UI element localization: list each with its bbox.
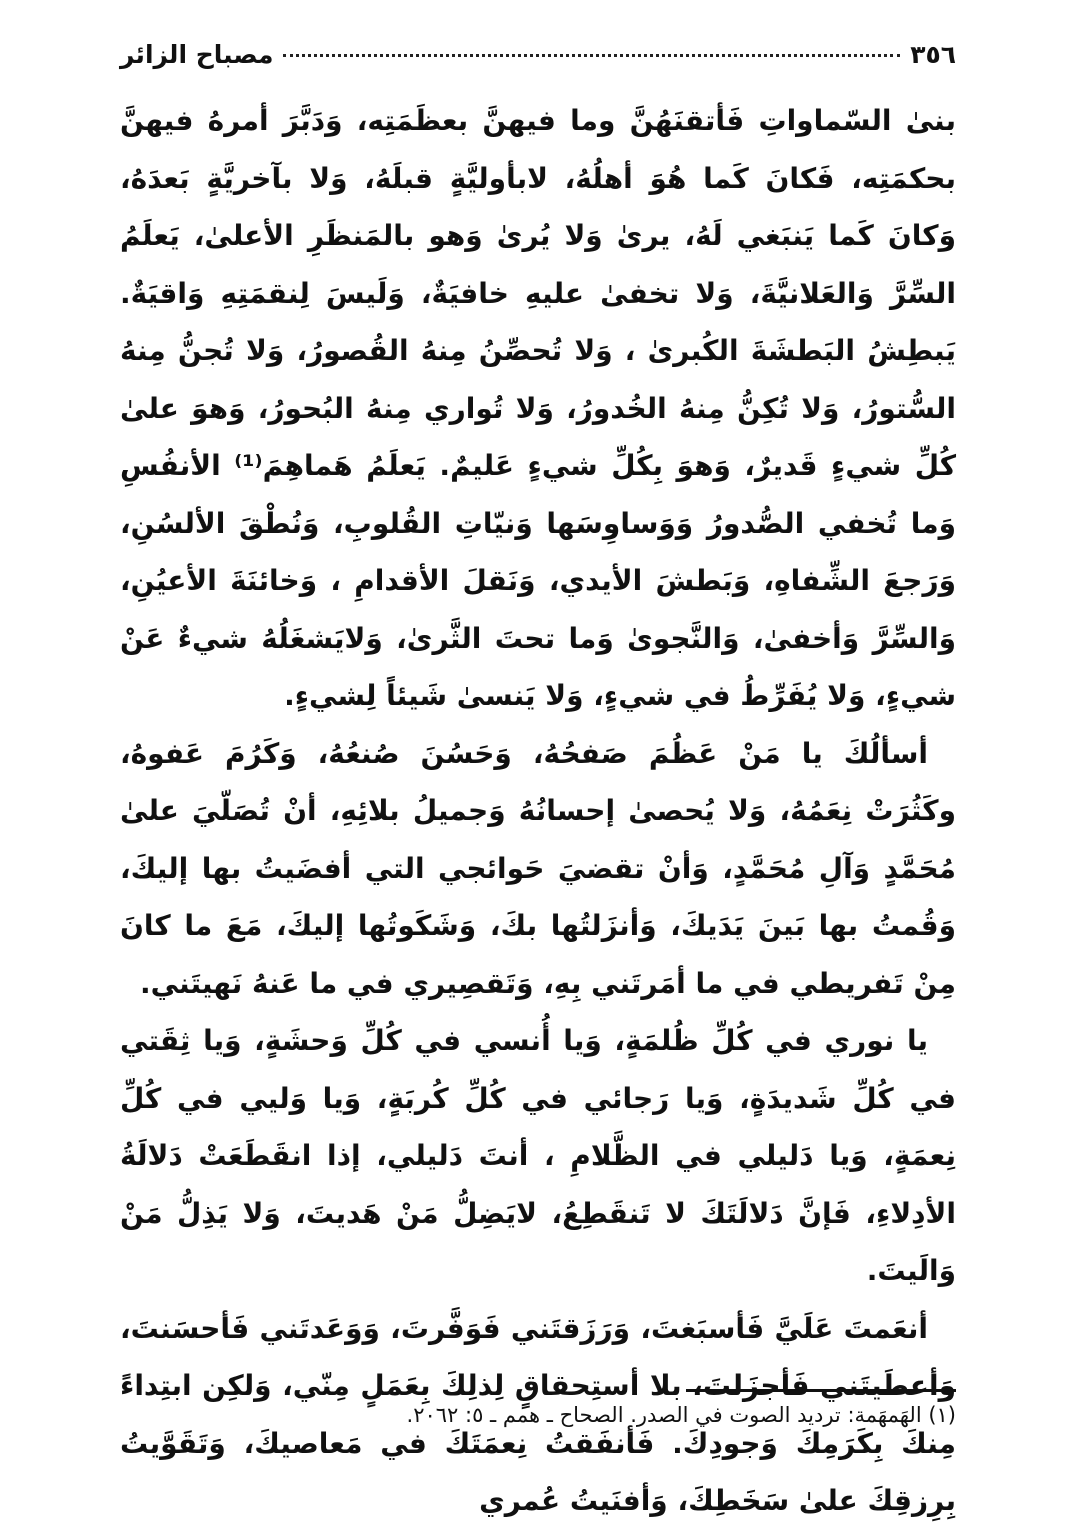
paragraph-3: يا نوري في كُلِّ ظُلمَةٍ، وَيا أُنسي في كُلِّ وَحشَةٍ، وَيا ثِقَتي في كُلِّ شَديدَةٍ، وَيا رَجائي في كُلِّ كُربَةٍ، وَيا وَليي في كُلِّ نِعمَةٍ، وَيا دَليلي في الظَّلامِ ، أنتَ دَليلي، إذا انقَطَعَتْ دَلالَةُ الأدِلاءِ، فَإنَّ دَلالَتَكَ لا تَنقَطِعُ، لايَضِلُّ مَنْ هَديتَ، وَلا يَذِلُّ مَنْ وَالَيتَ.: [120, 1024, 956, 1287]
body-text: [120, 92, 956, 1530]
book-title: مصباح الزائر: [120, 40, 274, 69]
page-number: ٣٥٦: [910, 40, 956, 69]
footnote: (١) الهَمهَمة: ترديد الصوت في الصدر. الصحاح ـ همم ـ ٥: ٢٠٦٢.: [406, 1403, 956, 1427]
footnote-separator: [686, 1389, 956, 1392]
header-dot-leader: [283, 54, 900, 57]
paragraph-1: بنىٰ السّماواتِ فَأتقنَهُنَّ وما فيهنَّ بعظَمَتِه، وَدَبَّرَ أمرهُ فيهنَّ بحكمَتِه، فَكانَ كَما هُوَ أهلُهُ، لابأوليَّةٍ قبلَهُ، وَلا بآخريَّةٍ بَعدَهُ، وَكانَ كَما يَنبَغي لَهُ، يرىٰ وَلا يُرىٰ وَهو بالمَنظَرِ الأعلىٰ، يَعلَمُ السِّرَّ وَالعَلانيَّةَ، وَلا تخفىٰ عليهِ خافيَةٌ، وَلَيسَ لِنقمَتِهِ وَاقيَةٌ. يَبطِشُ البَطشَةَ الكُبرىٰ ، وَلا تُحصِّنُ مِنهُ القُصورُ، وَلا تُجنُّ مِنهُ السُّتورُ، وَلا تُكِنُّ مِنهُ الخُدورُ، وَلا تُواري مِنهُ البُحورُ، وَهوَ علىٰ كُلِّ شيءٍ قَديرٌ، وَهوَ بِكُلِّ شيءٍ عَليمٌ. يَعلَمُ هَماهِمَ⁽¹⁾ الأنفُسِ وَما تُخفي الصُّدورُ وَوَساوِسَها وَنيّاتِ القُلوبِ، وَنُطْقَ الألسُنِ، وَرَجعَ الشِّفاهِ، وَبَطشَ الأيدي، وَنَقلَ الأقدامِ ، وَخائنَةَ الأعيُنِ، وَالسِّرَّ وَأخفىٰ، وَالنَّجوىٰ وَما تحتَ الثَّرىٰ، وَلايَشغَلُهُ شيءٌ عَنْ شيءٍ، وَلا يُفَرِّطُ في شيءٍ، وَلا يَنسىٰ شَيئاً لِشيءٍ.: [120, 104, 956, 712]
page-header: [120, 40, 956, 92]
paragraph-2: أسألُكَ يا مَنْ عَظُمَ صَفحُهُ، وَحَسُنَ صُنعُهُ، وَكَرُمَ عَفوهُ، وكَثُرَتْ نِعَمُهُ، وَلا يُحصىٰ إحسانُهُ وَجميلُ بلائِهِ، أنْ تُصَلّيَ علىٰ مُحَمَّدٍ وَآلِ مُحَمَّدٍ، وَأنْ تقضيَ حَوائجي التي أفضَيتُ بها إليكَ، وَقُمتُ بها بَينَ يَدَيكَ، وَأنزَلتُها بكَ، وَشَكَوتُها إليكَ، مَعَ ما كانَ مِنْ تَفريطي في ما أمَرتَني بِهِ، وَتَقصِيري في ما عَنهُ نَهيتَني.: [120, 736, 956, 1000]
paragraph-4: أنعَمتَ عَلَيَّ فَأسبَغتَ، وَرَزَقتَني فَوَفَّرتَ، وَوَعَدتَني فَأحسَنتَ، وَأعطَيتَني فَأجزَلتَ، بلا أستِحقاقٍ لِذلِكَ بِعَمَلٍ مِنّي، وَلكِن ابتِداءً مِنكَ بِكَرَمِكَ وَجودِكَ. فَأنفَقتُ نِعمَتَكَ في مَعاصيكَ، وَتَقَوَّيتُ بِرِزقِكَ علىٰ سَخَطِكَ، وَأفنَيتُ عُمري: [120, 1311, 956, 1517]
